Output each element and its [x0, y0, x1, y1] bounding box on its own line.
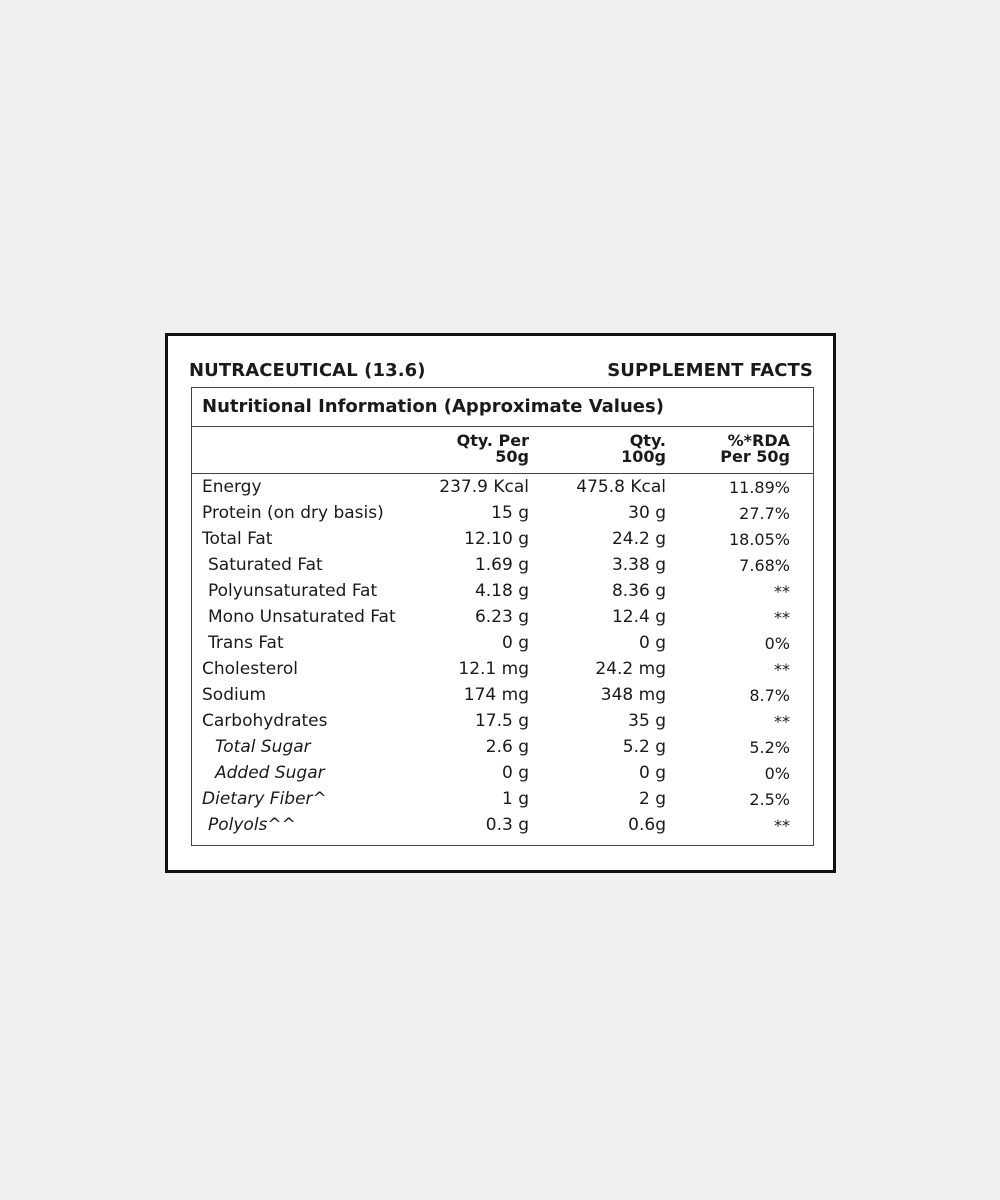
rda-per-50g: 0% — [764, 634, 790, 653]
table-row — [192, 476, 813, 502]
qty-per-50g: 174 mg — [463, 685, 529, 705]
qty-per-100g: 475.8 Kcal — [576, 477, 666, 497]
table-row — [192, 710, 813, 736]
qty-per-100g: 0 g — [638, 633, 666, 653]
qty-per-100g: 0 g — [638, 763, 666, 783]
qty-per-100g: 24.2 g — [611, 529, 666, 549]
label-header — [189, 360, 812, 386]
table-row — [192, 658, 813, 684]
qty-per-50g: 12.1 mg — [458, 659, 529, 679]
qty-per-100g: 5.2 g — [622, 737, 666, 757]
rda-per-50g: ** — [774, 712, 790, 731]
qty-per-100g: 35 g — [628, 711, 666, 731]
rda-per-50g: ** — [774, 582, 790, 601]
nutrient-name: Trans Fat — [208, 633, 284, 653]
supplement-facts-label — [165, 333, 836, 873]
nutrient-name: Saturated Fat — [208, 555, 323, 575]
table-row — [192, 606, 813, 632]
qty-per-100g: 2 g — [638, 789, 666, 809]
nutrient-name: Total Sugar — [215, 737, 311, 757]
qty-per-100g: 12.4 g — [611, 607, 666, 627]
nutrient-name: Protein (on dry basis) — [202, 503, 384, 523]
qty-per-50g: 15 g — [491, 503, 529, 523]
rda-per-50g: 7.68% — [739, 556, 790, 575]
qty-per-50g: 12.10 g — [464, 529, 529, 549]
qty-per-50g: 6.23 g — [474, 607, 529, 627]
nutrient-name: Polyols^^ — [208, 815, 296, 835]
qty-per-50g: 2.6 g — [485, 737, 529, 757]
nutrient-name: Dietary Fiber^ — [202, 789, 327, 809]
nutrient-name: Polyunsaturated Fat — [208, 581, 378, 601]
rda-per-50g: ** — [774, 608, 790, 627]
table-row — [192, 554, 813, 580]
qty-per-50g: 1 g — [501, 789, 529, 809]
qty-per-100g: 0.6g — [628, 815, 666, 835]
rda-per-50g: 5.2% — [749, 738, 790, 757]
product-title: NUTRACEUTICAL (13.6) — [189, 360, 426, 381]
qty-per-50g: 1.69 g — [474, 555, 529, 575]
rda-per-50g: ** — [774, 816, 790, 835]
nutrient-name: Total Fat — [202, 529, 273, 549]
qty-per-100g: 24.2 mg — [595, 659, 666, 679]
column-header-row — [192, 427, 813, 474]
column-header-rda: %*RDA Per 50g — [720, 431, 790, 466]
column-header-qty-100g: Qty. 100g — [621, 431, 666, 466]
rda-per-50g: 11.89% — [728, 478, 790, 497]
column-header-qty-50g: Qty. Per 50g — [456, 431, 529, 466]
qty-per-50g: 237.9 Kcal — [439, 477, 529, 497]
nutrition-table — [191, 387, 814, 846]
nutrient-name: Cholesterol — [202, 659, 298, 679]
rda-per-50g: 18.05% — [728, 530, 790, 549]
rda-per-50g: 2.5% — [749, 790, 790, 809]
supplement-facts-heading: SUPPLEMENT FACTS — [607, 360, 813, 381]
nutrient-name: Added Sugar — [215, 763, 325, 783]
nutrient-name: Mono Unsaturated Fat — [208, 607, 396, 627]
nutrition-table-title: Nutritional Information (Approximate Values) — [202, 396, 664, 417]
table-row — [192, 814, 813, 840]
table-row — [192, 788, 813, 814]
qty-per-100g: 8.36 g — [611, 581, 666, 601]
table-row — [192, 580, 813, 606]
table-row — [192, 528, 813, 554]
qty-per-50g: 0.3 g — [485, 815, 529, 835]
rda-per-50g: ** — [774, 660, 790, 679]
nutrient-name: Energy — [202, 477, 262, 497]
qty-per-50g: 4.18 g — [474, 581, 529, 601]
nutrition-table-title-bar — [192, 388, 813, 427]
nutrient-name: Carbohydrates — [202, 711, 328, 731]
qty-per-50g: 17.5 g — [474, 711, 529, 731]
qty-per-100g: 30 g — [628, 503, 666, 523]
table-row — [192, 762, 813, 788]
qty-per-50g: 0 g — [501, 633, 529, 653]
qty-per-50g: 0 g — [501, 763, 529, 783]
qty-per-100g: 3.38 g — [611, 555, 666, 575]
nutrient-name: Sodium — [202, 685, 267, 705]
qty-per-100g: 348 mg — [600, 685, 666, 705]
rda-per-50g: 8.7% — [749, 686, 790, 705]
table-row — [192, 684, 813, 710]
rda-per-50g: 0% — [764, 764, 790, 783]
table-row — [192, 736, 813, 762]
table-row — [192, 632, 813, 658]
rda-per-50g: 27.7% — [739, 504, 790, 523]
table-row — [192, 502, 813, 528]
